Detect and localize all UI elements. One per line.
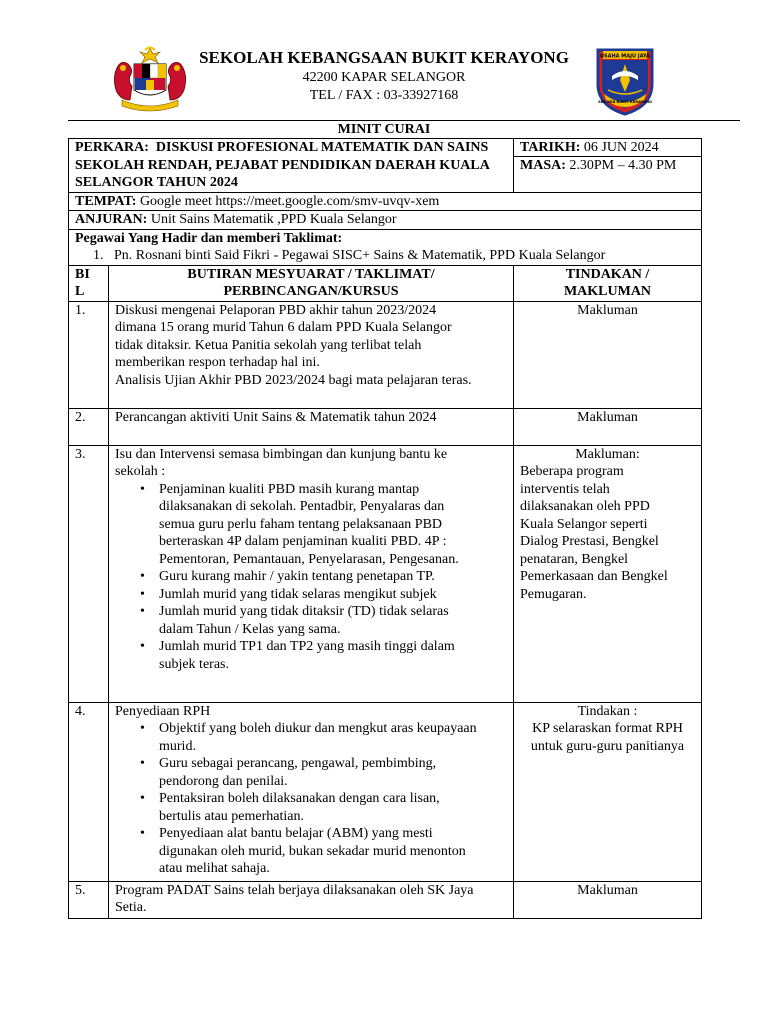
pegawai-cell [69,229,702,265]
row-action: Makluman [514,881,702,918]
bullet-list [115,720,507,878]
bullet-line: dilaksanakan di sekolah. Pentadbir, Penyalaras dan [159,499,445,514]
action-line: untuk guru-guru panitianya [530,738,685,754]
bullet-item [159,825,507,878]
action-line: KP selaraskan format RPH [532,721,683,736]
detail-line: Analisis Ujian Akhir PBD 2023/2024 bagi mata pelajaran teras. [115,372,472,388]
action-line: penataran, Bengkel [520,551,629,567]
pegawai-row [69,229,702,265]
action-line: Beberapa program [520,464,624,479]
col-header-bil-line2: L [75,284,85,299]
bullet-item [159,638,507,673]
row-details [109,881,514,918]
school-badge-logo [594,46,656,116]
bullet-item [159,790,507,825]
perkara-label: PERKARA: [75,140,149,155]
date-time-cell [514,139,702,193]
anjuran-value: Unit Sains Matematik ,PPD Kuala Selangor [150,212,397,227]
masa-value: 2.30PM – 4.30 PM [569,158,677,173]
bullet-line: • Jumlah murid yang tidak ditaksir (TD) tidak selaras [159,604,449,619]
col-header-butiran [109,265,514,301]
detail-line: dimana 15 orang murid Tahun 6 dalam PPD Kuala Selangor [115,320,452,335]
badge-school-label: SEK.KEB BUKIT KERAYONG [598,100,652,104]
col-header-tindakan-line1: TINDAKAN / [565,266,650,282]
bullet-line: Pementoran, Pemantauan, Penyelarasan, Pengesanan. [159,551,459,567]
tempat-cell [69,192,702,211]
col-header-tindakan [514,265,702,301]
detail-line: Penyediaan RPH [115,703,211,719]
school-address: 42200 KAPAR SELANGOR [302,70,466,85]
action-line: Dialog Prestasi, Bengkel [520,534,659,549]
row-action: Makluman [514,301,702,408]
minutes-table [68,138,702,919]
bullet-line: bertulis atau pemerhatian. [159,808,304,824]
table-row [69,408,702,445]
anjuran-label: ANJURAN: [75,212,148,227]
bullet-line: • Jumlah murid TP1 dan TP2 yang masih tinggi dalam [159,639,455,654]
letterhead [0,40,768,120]
document-title: MINIT CURAI [337,122,431,137]
tempat-row [69,192,702,211]
masa-label: MASA: [520,158,566,173]
badge-motto: USAHA MAJU JAYA [599,53,651,60]
action-line: Pemugaran. [520,586,587,602]
bullet-line: berteraskan 4P dalam penjaminan kualiti PBD. 4P : [159,534,447,549]
detail-line: sekolah : [115,464,166,479]
action-title: Makluman: [575,446,640,462]
bullet-line: • Penyediaan alat bantu belajar (ABM) yang mesti [159,826,433,841]
bullet-item [159,603,507,638]
detail-line: Program PADAT Sains telah berjaya dilaksanakan oleh SK Jaya [115,882,474,898]
pegawai-heading: Pegawai Yang Hadir dan memberi Taklimat: [75,230,343,246]
col-header-bil [69,265,109,301]
row-number: 2. [69,408,109,445]
table-row [69,881,702,918]
row-number: 4. [69,702,109,881]
bullet-line: atau melihat sahaja. [159,861,270,876]
tempat-value: Google meet https://meet.google.com/smv-uvqv-xem [139,193,440,209]
detail-line: Diskusi mengenai Pelaporan PBD akhir tahun 2023/2024 [115,302,437,318]
tarikh-value: 06 JUN 2024 [583,140,659,155]
row-details [109,408,514,445]
school-telephone: TEL / FAX : 03-33927168 [309,88,459,103]
detail-line: Isu dan Intervensi semasa bimbingan dan kunjung bantu ke [115,446,448,462]
bullet-item [159,481,507,569]
detail-line: Setia. [115,900,147,915]
perkara-cell [69,139,514,193]
bullet-line: subjek teras. [159,656,229,672]
tempat-label: TEMPAT: [75,193,137,209]
row-action [514,702,702,881]
bullet-line: • Jumlah murid yang tidak selaras mengikut subjek [159,586,437,602]
bullet-line: pendorong dan penilai. [159,773,288,789]
action-line: Kuala Selangor seperti [520,516,648,532]
anjuran-row [69,211,702,230]
perkara-row [69,139,702,193]
bullet-list [115,481,507,674]
action-line: dilaksanakan oleh PPD [520,499,650,514]
action-line: Pemerkasaan dan Bengkel [520,569,668,584]
bullet-item [159,586,507,604]
bullet-line: • Guru kurang mahir / yakin tentang penetapan TP. [159,569,435,584]
masa-field [514,157,701,175]
row-action: Makluman [514,408,702,445]
bullet-line: digunakan oleh murid, bukan sekadar murid menonton [159,843,466,859]
bullet-line: dalam Tahun / Kelas yang sama. [159,621,341,637]
bullet-line: • Penjaminan kualiti PBD masih kurang mantap [159,481,420,497]
school-name: SEKOLAH KEBANGSAAN BUKIT KERAYONG [199,48,569,67]
row-details [109,702,514,881]
row-number: 1. [69,301,109,408]
bullet-line: semua guru perlu faham tentang pelaksanaan PBD [159,516,443,532]
col-header-butiran-line1: BUTIRAN MESYUARAT / TAKLIMAT/ [187,266,435,282]
detail-line: memberikan respon terhadap hal ini. [115,355,320,370]
table-row [69,301,702,408]
action-line: interventis telah [520,481,610,497]
table-row [69,445,702,702]
row-details [109,445,514,702]
bullet-item [159,755,507,790]
anjuran-cell [69,211,702,230]
row-details [109,301,514,408]
row-number: 5. [69,881,109,918]
bullet-item [159,720,507,755]
row-number: 3. [69,445,109,702]
detail-line: Perancangan aktiviti Unit Sains & Matematik tahun 2024 [115,409,437,425]
bullet-line: • Pentaksiran boleh dilaksanakan dengan cara lisan, [159,791,440,806]
action-line: Tindakan : [577,703,638,719]
bullet-item [159,568,507,586]
tarikh-field [514,139,701,157]
bullet-line: • Guru sebagai perancang, pengawal, pembimbing, [159,756,437,771]
bullet-line: • Objektif yang boleh diukur dan mengkut aras keupayaan [159,721,477,736]
detail-line: tidak ditaksir. Ketua Panitia sekolah yang terlibat telah [115,337,422,353]
row-action [514,445,702,702]
table-row [69,702,702,881]
col-header-bil-line1: BI [75,266,90,282]
tarikh-label: TARIKH: [520,140,581,155]
col-header-tindakan-line2: MAKLUMAN [563,284,652,299]
bullet-line: murid. [159,738,196,754]
column-header-row [69,265,702,301]
perkara-value: DISKUSI PROFESIONAL MATEMATIK DAN SAINS SEKOLAH RENDAH, PEJABAT PENDIDIKAN DAERAH KUALA SELANGOR TAHUN 2024 [75,140,490,190]
col-header-butiran-line2: PERBINCANGAN/KURSUS [223,284,399,299]
pegawai-item: 1. Pn. Rosnani binti Said Fikri - Pegawai SISC+ Sains & Matematik, PPD Kuala Selangor [93,248,606,263]
